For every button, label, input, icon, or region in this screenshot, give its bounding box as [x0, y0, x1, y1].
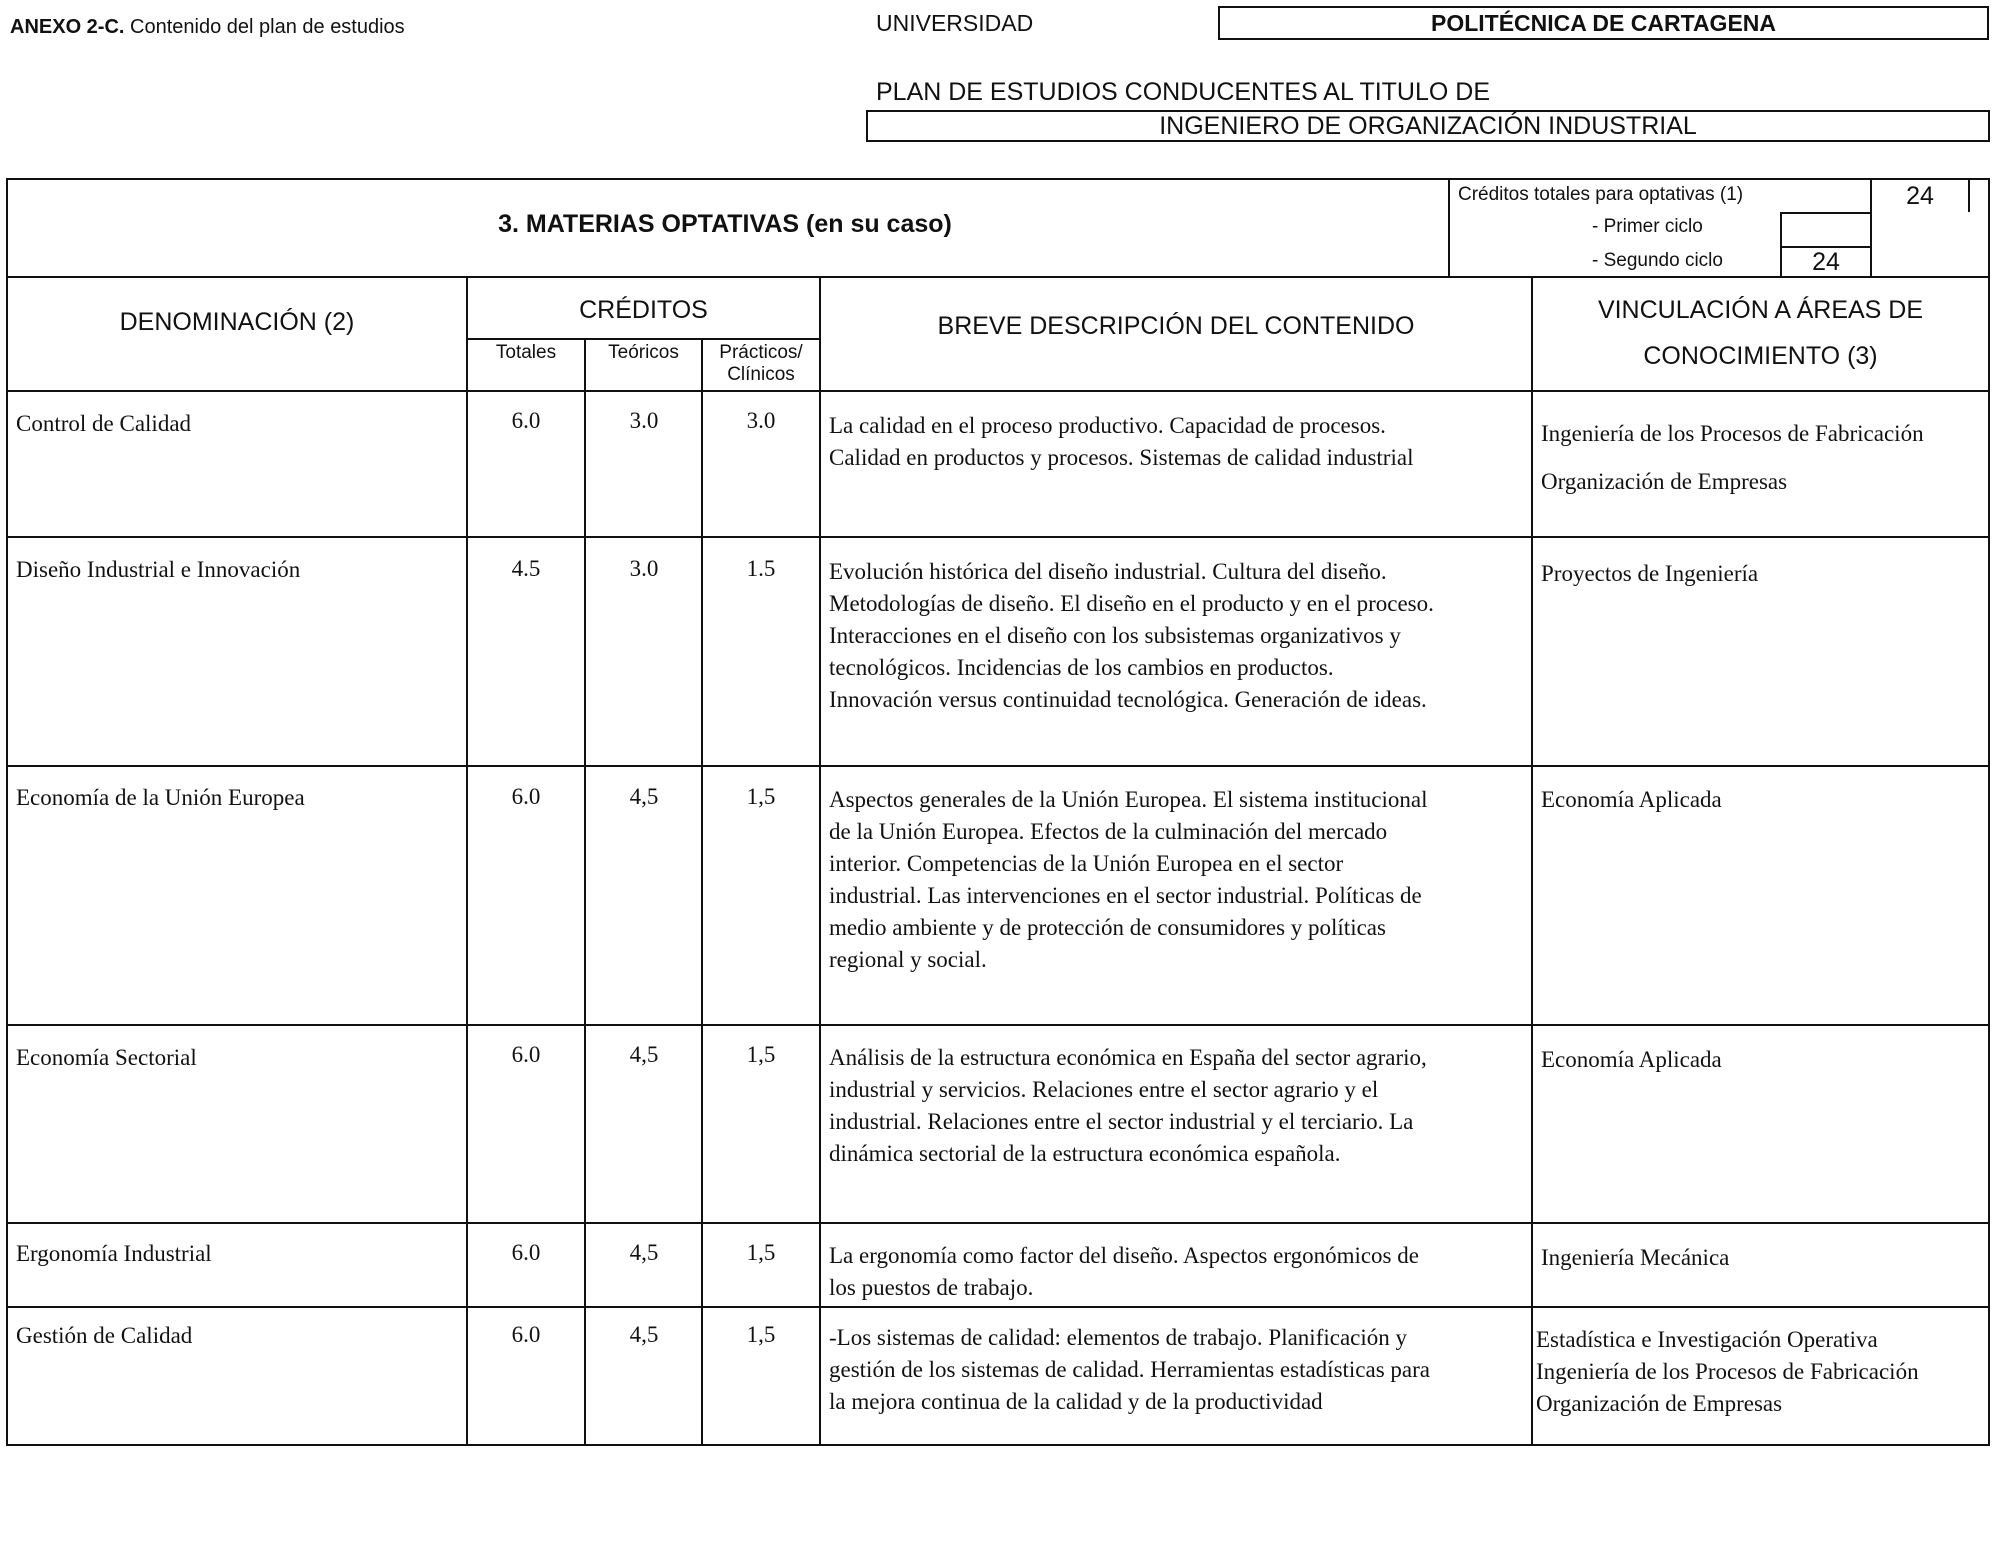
annex-heading: [10, 16, 405, 39]
credits-totales: 6.0: [511, 1240, 541, 1265]
description-line: Análisis de la estructura económica en España del sector agrario,: [829, 1045, 1427, 1070]
credits-totales: 6.0: [511, 1042, 541, 1067]
credits-teoricos: 4,5: [629, 1240, 659, 1265]
knowledge-areas: [1541, 558, 1758, 590]
area-item: Organización de Empresas: [1541, 469, 1788, 494]
header-creditos: CRÉDITOS: [579, 296, 708, 324]
area-item: Ingeniería de los Procesos de Fabricación: [1541, 421, 1924, 446]
credits-totales: 6.0: [511, 784, 541, 809]
second-cycle-label: - Segundo ciclo: [1592, 250, 1723, 271]
description-line: medio ambiente y de protección de consumidores y políticas: [829, 915, 1386, 940]
description-line: -Los sistemas de calidad: elementos de trabajo. Planificación y: [829, 1325, 1408, 1350]
header-totales: Totales: [495, 342, 557, 363]
description: [829, 784, 1427, 976]
area-item: Economía Aplicada: [1541, 1047, 1722, 1072]
description-line: La calidad en el proceso productivo. Capacidad de procesos.: [829, 413, 1386, 438]
credits-practicos: 1,5: [746, 1240, 776, 1265]
knowledge-areas: [1541, 784, 1722, 816]
subject-name: Economía de la Unión Europea: [16, 785, 305, 810]
description-line: industrial y servicios. Relaciones entre el sector agrario y el: [829, 1077, 1379, 1102]
credits-practicos: 1,5: [746, 784, 776, 809]
degree-title: INGENIERO DE ORGANIZACIÓN INDUSTRIAL: [866, 110, 1990, 142]
area-item: Ingeniería Mecánica: [1541, 1245, 1730, 1270]
header-descripcion: BREVE DESCRIPCIÓN DEL CONTENIDO: [937, 312, 1415, 340]
university-name: POLITÉCNICA DE CARTAGENA: [1218, 6, 1989, 40]
credits-total-value: 24: [1906, 182, 1934, 210]
description-line: dinámica sectorial de la estructura económica española.: [829, 1141, 1341, 1166]
header-practicos-line1: Prácticos/: [719, 342, 803, 363]
description-line: interior. Competencias de la Unión Europea en el sector: [829, 851, 1344, 876]
annex-title: Contenido del plan de estudios: [130, 16, 405, 38]
description-line: la mejora continua de la calidad y de la productividad: [829, 1389, 1323, 1414]
credits-teoricos: 3.0: [629, 556, 659, 581]
credits-teoricos: 3.0: [629, 408, 659, 433]
annex-number: ANEXO 2-C.: [10, 16, 125, 38]
header-denominacion: DENOMINACIÓN (2): [119, 308, 355, 336]
credits-practicos: 1,5: [746, 1042, 776, 1067]
credits-totales: 6.0: [511, 1322, 541, 1347]
credits-teoricos: 4,5: [629, 1322, 659, 1347]
credits-totales: 4.5: [511, 556, 541, 581]
subject-name: Control de Calidad: [16, 411, 192, 436]
description: [829, 1042, 1427, 1170]
area-item: Economía Aplicada: [1541, 787, 1722, 812]
description-line: Innovación versus continuidad tecnológica. Generación de ideas.: [829, 687, 1427, 712]
subject-name: Ergonomía Industrial: [16, 1241, 212, 1266]
credits-practicos: 3.0: [746, 408, 776, 433]
description-line: de la Unión Europea. Efectos de la culminación del mercado: [829, 819, 1388, 844]
description-line: industrial. Las intervenciones en el sector industrial. Políticas de: [829, 883, 1422, 908]
credits-teoricos: 4,5: [629, 784, 659, 809]
subject-name: Gestión de Calidad: [16, 1323, 193, 1348]
credits-practicos: 1.5: [746, 556, 776, 581]
description: [829, 410, 1413, 474]
description-line: Aspectos generales de la Unión Europea. El sistema institucional: [829, 787, 1428, 812]
first-cycle-label: - Primer ciclo: [1592, 216, 1703, 237]
description: [829, 1240, 1419, 1304]
header-practicos: [703, 342, 819, 386]
description-line: Metodologías de diseño. El diseño en el producto y en el proceso.: [829, 591, 1434, 616]
description: [829, 556, 1434, 716]
description-line: Calidad en productos y procesos. Sistemas de calidad industrial: [829, 445, 1414, 470]
header-vinculacion-line2: CONOCIMIENTO (3): [1643, 342, 1878, 370]
header-practicos-line2: Clínicos: [727, 364, 795, 385]
knowledge-areas: [1541, 1044, 1722, 1076]
credits-totales: 6.0: [511, 408, 541, 433]
header-vinculacion-line1: VINCULACIÓN A ÁREAS DE: [1597, 296, 1924, 324]
description-line: gestión de los sistemas de calidad. Herramientas estadísticas para: [829, 1357, 1430, 1382]
description: [829, 1322, 1430, 1418]
knowledge-areas: [1541, 1242, 1729, 1274]
credits-teoricos: 4,5: [629, 1042, 659, 1067]
second-cycle-value: 24: [1812, 248, 1840, 276]
area-item: Proyectos de Ingeniería: [1541, 561, 1759, 586]
description-line: los puestos de trabajo.: [829, 1275, 1034, 1300]
description-line: Evolución histórica del diseño industrial. Cultura del diseño.: [829, 559, 1387, 584]
subject-name: Economía Sectorial: [16, 1045, 197, 1070]
plan-label: PLAN DE ESTUDIOS CONDUCENTES AL TITULO DE: [876, 78, 1491, 106]
area-item: Ingeniería de los Procesos de Fabricación: [1536, 1359, 1919, 1384]
credits-practicos: 1,5: [746, 1322, 776, 1347]
knowledge-areas: [1536, 1324, 1919, 1420]
description-line: regional y social.: [829, 947, 987, 972]
area-item: Organización de Empresas: [1536, 1391, 1783, 1416]
description-line: tecnológicos. Incidencias de los cambios en productos.: [829, 655, 1334, 680]
description-line: Interacciones en el diseño con los subsistemas organizativos y: [829, 623, 1401, 648]
header-teoricos: Teóricos: [608, 342, 679, 363]
knowledge-areas: [1541, 410, 1924, 506]
subject-name: Diseño Industrial e Innovación: [16, 557, 301, 582]
credits-total-label: Créditos totales para optativas (1): [1458, 184, 1744, 205]
description-line: industrial. Relaciones entre el sector industrial y el terciario. La: [829, 1109, 1414, 1134]
area-item: Estadística e Investigación Operativa: [1536, 1327, 1878, 1352]
university-label: UNIVERSIDAD: [876, 10, 1034, 36]
description-line: La ergonomía como factor del diseño. Aspectos ergonómicos de: [829, 1243, 1419, 1268]
section-title: 3. MATERIAS OPTATIVAS (en su caso): [498, 210, 952, 238]
